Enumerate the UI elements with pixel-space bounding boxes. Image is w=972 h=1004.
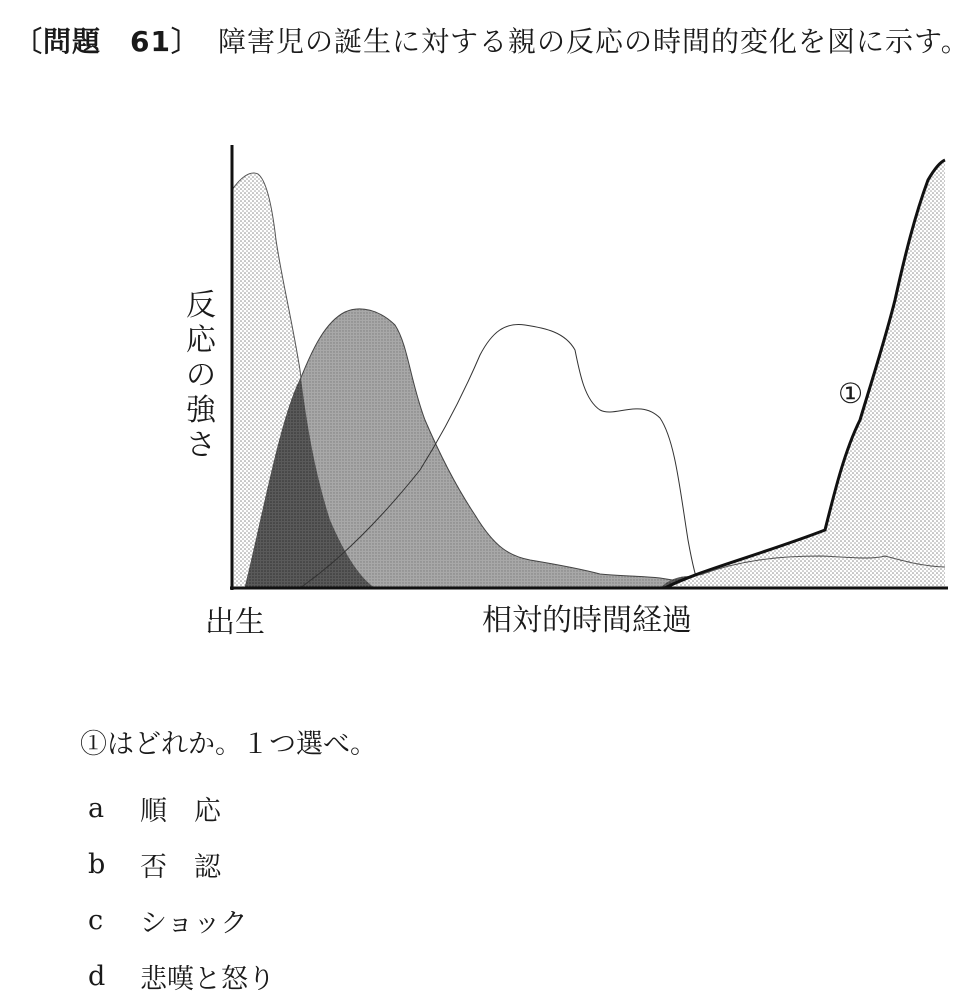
question-number: 〔問題 61〕 bbox=[14, 25, 200, 58]
choice-text: 順 応 bbox=[140, 795, 221, 827]
marker-label: ① bbox=[838, 377, 864, 410]
choice-text: 悲嘆と怒り bbox=[140, 963, 275, 995]
y-axis-label-char-3: の bbox=[186, 358, 216, 393]
y-axis-label-char-4: 強 bbox=[186, 393, 216, 428]
choice-text: 否 認 bbox=[140, 851, 221, 883]
choice-letter: d bbox=[88, 960, 106, 992]
y-axis-label-char-2: 応 bbox=[186, 323, 216, 358]
question-title: 障害児の誕生に対する親の反応の時間的変化を図に示す。 bbox=[217, 25, 970, 58]
curve-marker-1 bbox=[665, 160, 945, 588]
x-start-label: 出生 bbox=[205, 605, 265, 640]
choice-letter: a bbox=[88, 792, 105, 824]
y-axis-label-char-1: 反 bbox=[186, 288, 216, 323]
choice-c[interactable] bbox=[88, 892, 275, 948]
choice-b[interactable] bbox=[88, 836, 275, 892]
choice-letter: b bbox=[88, 848, 106, 880]
choice-d[interactable] bbox=[88, 948, 275, 1004]
x-axis-label: 相対的時間経過 bbox=[482, 603, 692, 638]
choice-list bbox=[88, 780, 275, 1004]
y-axis-label-char-5: さ bbox=[186, 428, 216, 463]
choice-a[interactable] bbox=[88, 780, 275, 836]
choice-letter: c bbox=[88, 904, 104, 936]
question-prompt: ①はどれか。１つ選べ。 bbox=[80, 729, 377, 760]
choice-text: ショック bbox=[140, 907, 248, 939]
